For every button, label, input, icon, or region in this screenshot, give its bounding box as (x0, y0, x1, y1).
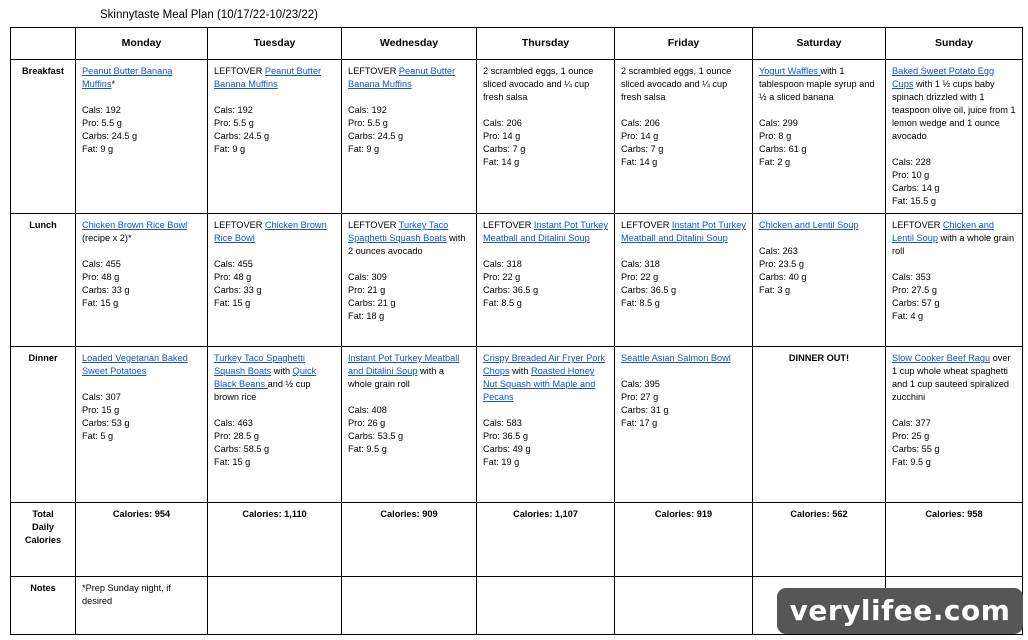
nutrition-line: Cals: 307 (82, 392, 121, 402)
day-header: Friday (615, 28, 753, 60)
spacer (759, 104, 879, 117)
meal-text: LEFTOVER (348, 220, 399, 230)
nutrition-line: Pro: 8 g (759, 131, 792, 141)
daily-calories-cell: Calories: 958 (886, 503, 1023, 577)
breakfast-cell (477, 60, 615, 214)
daily-calories-cell: Calories: 919 (615, 503, 753, 577)
recipe-link[interactable]: Roasted Honey Nut Squash with Maple and Pecans (483, 366, 596, 402)
nutrition-line: Pro: 22 g (621, 272, 659, 282)
nutrition-line: Fat: 9 g (348, 144, 380, 154)
nutrition-line: Pro: 48 g (82, 272, 120, 282)
meal-text: LEFTOVER (214, 220, 265, 230)
recipe-link[interactable]: Yogurt Waffles (759, 66, 821, 76)
recipe-link[interactable]: Loaded Vegetarian Baked Sweet Potatoes (82, 353, 188, 376)
spacer (214, 404, 335, 417)
recipe-link[interactable]: Chicken Brown Rice Bowl (82, 220, 188, 230)
meal-text: LEFTOVER (214, 66, 265, 76)
meal-text: with 2 ounces avocado (348, 233, 466, 256)
nutrition-line: Fat: 4 g (892, 311, 924, 321)
spacer (892, 143, 1016, 156)
lunch-cell (477, 214, 615, 347)
nutrition-line: Fat: 15.5 g (892, 196, 936, 206)
watermark: verylifee.com (777, 588, 1023, 634)
nutrition-line: Cals: 299 (759, 118, 798, 128)
meal-description (214, 219, 335, 245)
nutrition-line: Fat: 8.5 g (483, 298, 522, 308)
recipe-link[interactable]: Peanut Butter Banana Muffins (82, 66, 173, 89)
recipe-link[interactable]: Turkey Taco Spaghetti Squash Boats (214, 353, 305, 376)
meal-text: with a whole grain roll (348, 366, 445, 389)
meal-description (483, 352, 608, 404)
total-row (11, 503, 1023, 577)
meal-text: with 1 ½ cups baby spinach drizzled with 1 teaspoon olive oil, juice from 1 lemon wedge and 1 ounce avocado (892, 79, 1016, 141)
meal-description (214, 65, 335, 91)
nutrition-line: Cals: 318 (483, 259, 522, 269)
nutrition-line: Carbs: 24.5 g (82, 131, 138, 141)
nutrition-line: Fat: 15 g (214, 298, 251, 308)
nutrition-line: Carbs: 55 g (892, 444, 940, 454)
breakfast-cell (615, 60, 753, 214)
breakfast-cell (753, 60, 886, 214)
nutrition-line: Fat: 18 g (348, 311, 385, 321)
spacer (348, 258, 470, 271)
spacer (759, 232, 879, 245)
spacer (483, 404, 608, 417)
nutrition-line: Fat: 9 g (82, 144, 114, 154)
nutrition-line: Pro: 27 g (621, 392, 659, 402)
meal-description (82, 65, 201, 91)
total-label-line: Calories (24, 535, 62, 545)
meal-text: with (509, 366, 532, 376)
meal-description (892, 352, 1016, 404)
nutrition-line: Pro: 48 g (214, 272, 252, 282)
nutrition-line: Cals: 377 (892, 418, 931, 428)
spacer (82, 378, 201, 391)
nutrition-line: Cals: 192 (214, 105, 253, 115)
meal-text: with 1 tablespoon maple syrup and ½ a sliced banana (759, 66, 875, 102)
spacer (82, 245, 201, 258)
recipe-link[interactable]: Instant Pot Turkey Meatball and Ditalini Soup (621, 220, 746, 243)
spacer (214, 91, 335, 104)
meal-text: and ½ cup brown rice (214, 379, 311, 402)
page-title: Skinnytaste Meal Plan (10/17/22-10/23/22) (100, 9, 318, 21)
recipe-link[interactable]: Crispy Breaded Air Fryer Pork Chops (483, 353, 606, 376)
nutrition-line: Cals: 408 (348, 405, 387, 415)
recipe-link[interactable]: Chicken and Lentil Soup (892, 220, 994, 243)
meal-description (483, 219, 608, 245)
nutrition-line: Carbs: 53.5 g (348, 431, 404, 441)
nutrition-line: Cals: 455 (82, 259, 121, 269)
nutrition-line: Pro: 21 g (348, 285, 386, 295)
dinner-cell (76, 347, 208, 503)
lunch-row (11, 214, 1023, 347)
recipe-link[interactable]: Chicken Brown Rice Bowl (214, 220, 327, 243)
nutrition-line: Cals: 353 (892, 272, 931, 282)
dinner-cell (342, 347, 477, 503)
dinner-row (11, 347, 1023, 503)
spacer (621, 245, 746, 258)
nutrition-line: Pro: 14 g (483, 131, 521, 141)
nutrition-line: Pro: 5.5 g (214, 118, 254, 128)
spacer (621, 104, 746, 117)
nutrition-line: Carbs: 57 g (892, 298, 940, 308)
notes-cell (208, 577, 342, 635)
corner-cell (11, 28, 76, 60)
breakfast-cell (886, 60, 1023, 214)
meal-description (892, 65, 1016, 143)
meal-text: LEFTOVER (348, 66, 399, 76)
day-header: Saturday (753, 28, 886, 60)
notes-cell (342, 577, 477, 635)
notes-cell (477, 577, 615, 635)
nutrition-line: Pro: 36.5 g (483, 431, 528, 441)
nutrition-line: Pro: 10 g (892, 170, 930, 180)
meal-text: 2 scrambled eggs, 1 ounce sliced avocado and ¼ cup fresh salsa (483, 66, 594, 102)
meal-text: 2 scrambled eggs, 1 ounce sliced avocado and ¼ cup fresh salsa (621, 66, 732, 102)
dinner-cell (208, 347, 342, 503)
meal-text: LEFTOVER (483, 220, 534, 230)
nutrition-line: Carbs: 49 g (483, 444, 531, 454)
daily-calories-cell: Calories: 1,110 (208, 503, 342, 577)
nutrition-line: Pro: 26 g (348, 418, 386, 428)
row-label-total (11, 503, 76, 577)
meal-text: over 1 cup whole wheat spaghetti and 1 cup sauteed spiralized zucchini (892, 353, 1011, 402)
nutrition-line: Pro: 25 g (892, 431, 930, 441)
lunch-cell (753, 214, 886, 347)
nutrition-line: Fat: 17 g (621, 418, 658, 428)
breakfast-cell (342, 60, 477, 214)
nutrition-line: Carbs: 58.5 g (214, 444, 270, 454)
meal-description (348, 219, 470, 258)
daily-calories-cell: Calories: 909 (342, 503, 477, 577)
nutrition-line: Cals: 583 (483, 418, 522, 428)
recipe-link[interactable]: Slow Cooker Beef Ragu (892, 353, 991, 363)
dinner-cell (477, 347, 615, 503)
nutrition-line: Carbs: 24.5 g (348, 131, 404, 141)
nutrition-line: Carbs: 14 g (892, 183, 940, 193)
spacer (892, 404, 1016, 417)
dinner-cell (615, 347, 753, 503)
meal-text: with (271, 366, 293, 376)
spacer (348, 91, 470, 104)
nutrition-line: Pro: 28.5 g (214, 431, 259, 441)
nutrition-line: Fat: 2 g (759, 157, 791, 167)
lunch-cell (886, 214, 1023, 347)
spacer (214, 245, 335, 258)
total-label-line: Daily (32, 522, 54, 532)
nutrition-line: Cals: 455 (214, 259, 253, 269)
meal-description (82, 219, 201, 245)
dinner-cell (753, 347, 886, 503)
spacer (348, 391, 470, 404)
nutrition-line: Pro: 5.5 g (82, 118, 122, 128)
spacer (483, 104, 608, 117)
daily-calories-cell: Calories: 562 (753, 503, 886, 577)
day-header-row (11, 28, 1023, 60)
nutrition-line: Carbs: 33 g (82, 285, 130, 295)
nutrition-line: Carbs: 7 g (621, 144, 664, 154)
lunch-cell (615, 214, 753, 347)
row-label-notes: Notes (11, 577, 76, 635)
nutrition-line: Carbs: 21 g (348, 298, 396, 308)
nutrition-line: Pro: 23.5 g (759, 259, 804, 269)
meal-description (621, 352, 746, 365)
recipe-link[interactable]: Instant Pot Turkey Meatball and Ditalini Soup (348, 353, 460, 376)
day-header: Thursday (477, 28, 615, 60)
nutrition-line: Fat: 15 g (214, 457, 251, 467)
nutrition-line: Carbs: 31 g (621, 405, 669, 415)
nutrition-line: Pro: 14 g (621, 131, 659, 141)
nutrition-line: Fat: 19 g (483, 457, 520, 467)
row-label-dinner: Dinner (11, 347, 76, 503)
nutrition-line: Fat: 9.5 g (892, 457, 931, 467)
daily-calories-cell: Calories: 1,107 (477, 503, 615, 577)
meal-text: with a whole grain roll (892, 233, 1015, 256)
day-header: Sunday (886, 28, 1023, 60)
recipe-link[interactable]: Quick Black Beans (214, 366, 317, 389)
nutrition-line: Carbs: 53 g (82, 418, 130, 428)
nutrition-line: Carbs: 36.5 g (621, 285, 677, 295)
spacer (892, 258, 1016, 271)
meal-text: (recipe x 2)* (82, 233, 132, 243)
meal-description (759, 219, 879, 232)
nutrition-line: Pro: 27.5 g (892, 285, 937, 295)
meal-plan-table (10, 27, 1023, 635)
lunch-cell (76, 214, 208, 347)
meal-description (759, 65, 879, 104)
spacer (621, 365, 746, 378)
meal-description (621, 219, 746, 245)
nutrition-line: Fat: 9 g (214, 144, 246, 154)
nutrition-line: Carbs: 7 g (483, 144, 526, 154)
day-header: Monday (76, 28, 208, 60)
meal-description (892, 219, 1016, 258)
nutrition-line: Pro: 5.5 g (348, 118, 388, 128)
recipe-link[interactable]: Chicken and Lentil Soup (759, 220, 859, 230)
meal-text: LEFTOVER (621, 220, 672, 230)
spacer (82, 91, 201, 104)
meal-description (348, 65, 470, 91)
meal-description (483, 65, 608, 104)
dinner-out-label: DINNER OUT! (788, 353, 850, 363)
day-header: Tuesday (208, 28, 342, 60)
recipe-link[interactable]: Baked Sweet Potato Egg Cups (892, 66, 995, 89)
spacer (483, 245, 608, 258)
nutrition-line: Cals: 192 (82, 105, 121, 115)
day-header: Wednesday (342, 28, 477, 60)
recipe-link[interactable]: Peanut Butter Banana Muffins (348, 66, 456, 89)
meal-description (348, 352, 470, 391)
breakfast-cell (208, 60, 342, 214)
nutrition-line: Cals: 395 (621, 379, 660, 389)
meal-text: LEFTOVER (892, 220, 943, 230)
recipe-link[interactable]: Peanut Butter Banana Muffins (214, 66, 322, 89)
nutrition-line: Pro: 22 g (483, 272, 521, 282)
nutrition-line: Cals: 463 (214, 418, 253, 428)
daily-calories-cell: Calories: 954 (76, 503, 208, 577)
meal-description (82, 352, 201, 378)
nutrition-line: Cals: 318 (621, 259, 660, 269)
nutrition-line: Fat: 14 g (621, 157, 658, 167)
nutrition-line: Fat: 15 g (82, 298, 119, 308)
lunch-cell (342, 214, 477, 347)
recipe-link[interactable]: Turkey Taco Spaghetti Squash Boats (348, 220, 449, 243)
nutrition-line: Cals: 206 (621, 118, 660, 128)
notes-cell (615, 577, 753, 635)
meal-text: * (111, 79, 116, 89)
recipe-link[interactable]: Instant Pot Turkey Meatball and Ditalini Soup (483, 220, 608, 243)
dinner-cell (886, 347, 1023, 503)
nutrition-line: Carbs: 61 g (759, 144, 807, 154)
nutrition-line: Cals: 309 (348, 272, 387, 282)
breakfast-cell (76, 60, 208, 214)
nutrition-line: Carbs: 24.5 g (214, 131, 270, 141)
nutrition-line: Cals: 228 (892, 157, 931, 167)
breakfast-row (11, 60, 1023, 214)
nutrition-line: Fat: 3 g (759, 285, 791, 295)
nutrition-line: Fat: 9.5 g (348, 444, 387, 454)
meal-description (214, 352, 335, 404)
nutrition-line: Fat: 5 g (82, 431, 114, 441)
nutrition-line: Cals: 263 (759, 246, 798, 256)
nutrition-line: Cals: 206 (483, 118, 522, 128)
nutrition-line: Fat: 14 g (483, 157, 520, 167)
nutrition-line: Cals: 192 (348, 105, 387, 115)
nutrition-line: Carbs: 40 g (759, 272, 807, 282)
notes-cell: *Prep Sunday night, if desired (76, 577, 208, 635)
nutrition-line: Fat: 8.5 g (621, 298, 660, 308)
meal-description (621, 65, 746, 104)
row-label-lunch: Lunch (11, 214, 76, 347)
nutrition-line: Pro: 15 g (82, 405, 120, 415)
total-label-line: Total (32, 509, 54, 519)
nutrition-line: Carbs: 36.5 g (483, 285, 539, 295)
row-label-breakfast: Breakfast (11, 60, 76, 214)
nutrition-line: Carbs: 33 g (214, 285, 262, 295)
recipe-link[interactable]: Seattle Asian Salmon Bowl (621, 353, 731, 363)
lunch-cell (208, 214, 342, 347)
